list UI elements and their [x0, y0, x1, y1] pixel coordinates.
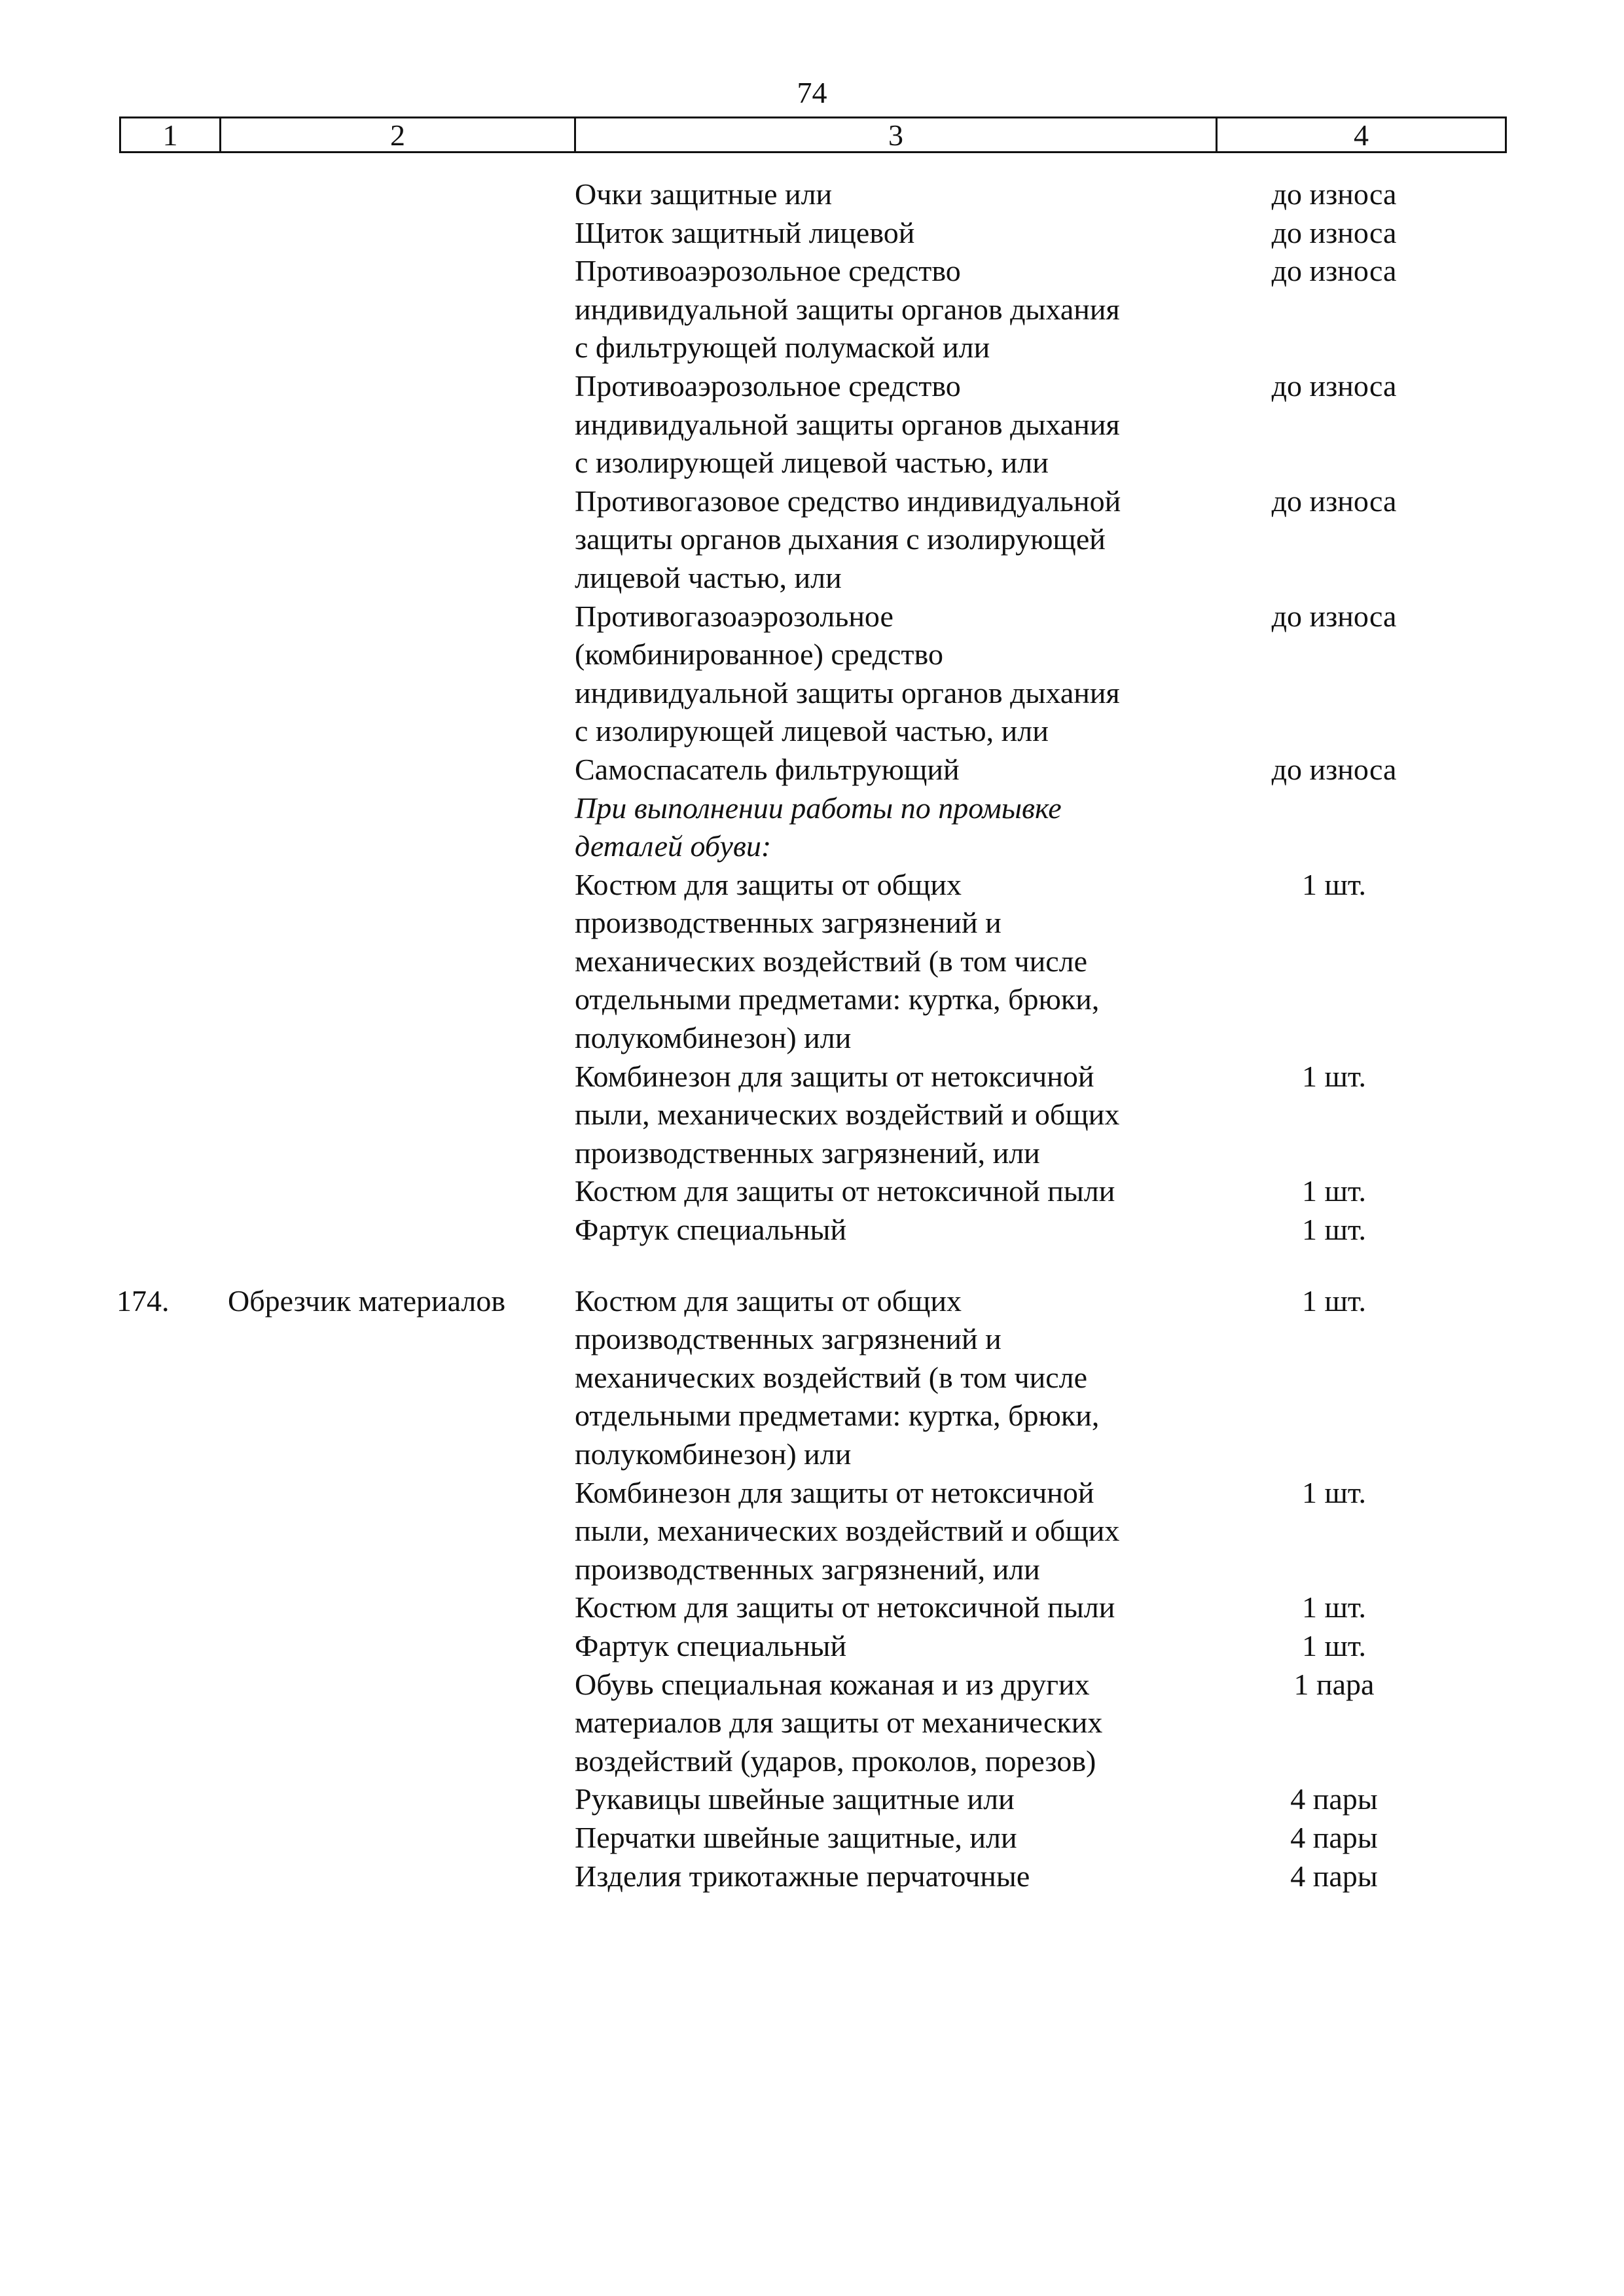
list-item — [575, 482, 1397, 598]
item-norm: до износа — [1271, 752, 1397, 786]
item-name: Костюм для защиты от общих производственных загрязнений и механических воздействий (в том числе отдельными предметами: куртка, брюки, полукомбинезон) или — [575, 1283, 1100, 1471]
item-norm: 4 пары — [1290, 1859, 1378, 1893]
table-body — [0, 175, 1624, 1895]
list-item — [575, 751, 1397, 789]
list-item — [575, 598, 1397, 751]
table-header — [119, 117, 1507, 153]
item-name: Изделия трикотажные перчаточные — [575, 1859, 1030, 1893]
item-norm: 1 шт. — [1301, 1628, 1367, 1662]
header-col-2: 2 — [219, 118, 574, 151]
list-item — [575, 1666, 1375, 1781]
item-norm: 1 шт. — [1301, 1283, 1367, 1318]
item-name: Рукавицы швейные защитные или — [575, 1782, 1015, 1816]
item-norm: до износа — [1271, 177, 1397, 211]
item-name: Щиток защитный лицевой — [575, 215, 915, 249]
list-item — [575, 1780, 1378, 1819]
work-condition-note — [575, 789, 1223, 866]
list-item — [575, 1588, 1367, 1627]
list-item — [575, 367, 1397, 482]
item-name: Костюм для защиты от общих производственных загрязнений и механических воздействий (в том числе отдельными предметами: куртка, брюки, полукомбинезон) или — [575, 867, 1100, 1055]
item-name: Противогазовое средство индивидуальной защиты органов дыхания с изолирующей лицевой частью, или — [575, 484, 1121, 594]
list-item — [575, 1819, 1378, 1857]
item-norm: 1 шт. — [1301, 1475, 1367, 1509]
item-name: Противоаэрозольное средство индивидуальной защиты органов дыхания с фильтрующей полумаской или — [575, 254, 1120, 365]
protective-items-list — [575, 175, 1397, 1249]
item-name: Перчатки швейные защитные, или — [575, 1820, 1017, 1854]
item-name: При выполнении работы по промывке деталей обуви: — [575, 791, 1062, 863]
item-norm: до износа — [1271, 215, 1397, 249]
item-name: Фартук специальный — [575, 1213, 847, 1247]
item-name: Очки защитные или — [575, 177, 833, 211]
list-item — [575, 1058, 1367, 1173]
item-name: Костюм для защиты от нетоксичной пыли — [575, 1174, 1115, 1208]
item-norm: до износа — [1271, 599, 1397, 633]
list-item — [575, 1282, 1367, 1474]
item-name: Фартук специальный — [575, 1628, 847, 1662]
list-item — [575, 175, 1397, 214]
item-name: Костюм для защиты от нетоксичной пыли — [575, 1590, 1115, 1624]
table-row — [0, 175, 1624, 1249]
item-norm: 4 пары — [1290, 1820, 1378, 1854]
header-col-1: 1 — [162, 118, 178, 152]
header-col-3: 3 — [574, 118, 1216, 151]
item-norm: 1 шт. — [1301, 1174, 1367, 1208]
item-name: Комбинезон для защиты от нетоксичной пыли, механических воздействий и общих производственных загрязнений, или — [575, 1059, 1120, 1170]
list-item — [575, 1857, 1378, 1896]
list-item — [575, 252, 1397, 367]
item-norm: 4 пары — [1290, 1782, 1378, 1816]
item-norm: до износа — [1271, 484, 1397, 518]
item-name: Самоспасатель фильтрующий — [575, 752, 960, 786]
list-item — [575, 866, 1367, 1058]
item-norm: 1 шт. — [1301, 867, 1367, 901]
item-name: Обувь специальная кожаная и из других материалов для защиты от механических воздействий (ударов, проколов, порезов) — [575, 1667, 1103, 1778]
list-item — [575, 1172, 1367, 1211]
item-norm: 1 шт. — [1301, 1590, 1367, 1624]
item-norm: 1 пара — [1293, 1667, 1375, 1701]
profession-name: Обрезчик материалов — [228, 1283, 506, 1318]
page-number: 74 — [797, 76, 827, 109]
item-norm: 1 шт. — [1301, 1213, 1367, 1247]
table-row — [0, 1282, 1624, 1896]
item-norm: до износа — [1271, 254, 1397, 288]
row-number: 174. — [117, 1283, 170, 1318]
item-name: Противогазоаэрозольное (комбинированное) средство индивидуальной защиты органов дыхания с изолирующей лицевой частью, или — [575, 599, 1120, 748]
item-name: Комбинезон для защиты от нетоксичной пыли, механических воздействий и общих производственных загрязнений, или — [575, 1475, 1120, 1586]
item-name: Противоаэрозольное средство индивидуальной защиты органов дыхания с изолирующей лицевой частью, или — [575, 368, 1120, 480]
list-item — [575, 214, 1397, 253]
list-item — [575, 1474, 1367, 1589]
row-spacer — [0, 1249, 1624, 1282]
item-norm: до износа — [1271, 368, 1397, 403]
list-item — [575, 1627, 1367, 1666]
protective-items-list — [575, 1282, 1378, 1896]
header-col-4: 4 — [1216, 118, 1505, 151]
item-norm: 1 шт. — [1301, 1059, 1367, 1093]
list-item — [575, 1211, 1367, 1249]
